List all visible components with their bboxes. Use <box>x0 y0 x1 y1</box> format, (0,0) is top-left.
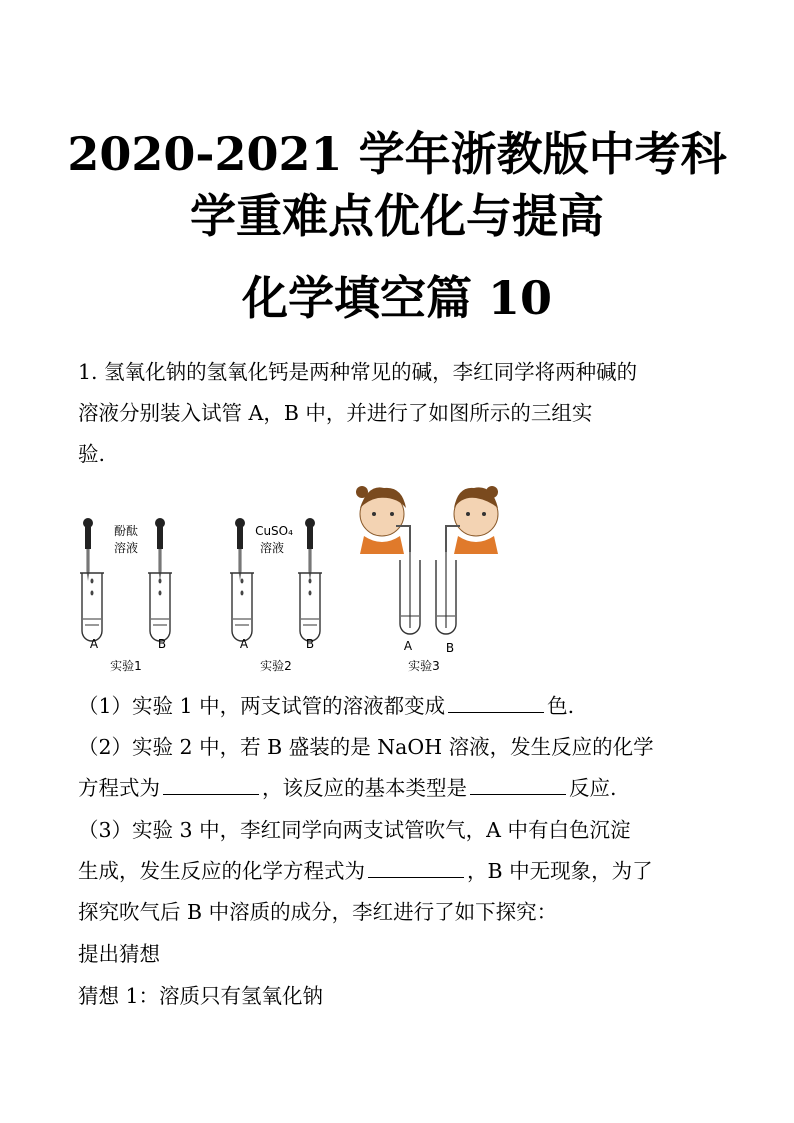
experiment-2 <box>230 518 322 673</box>
test-tube-icon <box>298 573 322 641</box>
exp2-reagent-line1: CuSO₄ <box>255 524 293 538</box>
girl-blowing-icon <box>446 486 498 554</box>
title-line-1: 2020-2021 学年浙教版中考科 <box>67 127 727 181</box>
exp3-caption: 实验3 <box>408 659 440 673</box>
dropper-icon <box>235 518 245 581</box>
title-line-3: 化学填空篇 10 <box>241 271 553 325</box>
item-3-line-1: （3）实验 3 中，李红同学向两支试管吹气，A 中有白色沉淀 <box>78 818 631 842</box>
hypothesis-heading: 提出猜想 <box>78 942 160 966</box>
experiment-figure <box>78 478 518 678</box>
experiment-3 <box>356 486 498 673</box>
item-3-text-a: 生成，发生反应的化学方程式为 <box>78 859 365 883</box>
answer-blank[interactable] <box>470 772 566 795</box>
dropper-icon <box>155 518 165 581</box>
answer-blank[interactable] <box>368 855 464 878</box>
exp1-tube-b-label: B <box>157 637 167 651</box>
item-1 <box>78 686 574 726</box>
item-3-line-3: 探究吹气后 B 中溶质的成分，李红进行了如下探究： <box>78 900 558 924</box>
exp2-reagent-line2: 溶液 <box>259 541 285 555</box>
exp1-caption: 实验1 <box>110 659 142 673</box>
question-intro-line-2: 溶液分别装入试管 A，B 中，并进行了如图所示的三组实 <box>78 401 593 425</box>
question-intro-line-3: 验. <box>78 442 106 466</box>
hypothesis-1: 猜想 1：溶质只有氢氧化钠 <box>78 984 324 1008</box>
item-2-text-c: 反应. <box>569 776 617 800</box>
exp1-tube-a-label: A <box>89 637 99 651</box>
experiment-1 <box>80 518 172 673</box>
answer-blank[interactable] <box>448 690 544 713</box>
item-2-line-1: （2）实验 2 中，若 B 盛装的是 NaOH 溶液，发生反应的化学 <box>78 735 654 759</box>
item-3-text-b: ，B 中无现象，为了 <box>467 859 653 883</box>
dropper-icon <box>83 518 93 581</box>
exp3-tube-a-label: A <box>403 639 413 653</box>
exp2-caption: 实验2 <box>260 659 292 673</box>
item-1-text-before: （1）实验 1 中，两支试管的溶液都变成 <box>78 694 446 718</box>
item-2-text-a: 方程式为 <box>78 776 160 800</box>
test-tube-icon <box>436 552 456 634</box>
title-line-2: 学重难点优化与提高 <box>190 189 604 243</box>
question-intro-line-1: 1. 氢氧化钠的氢氧化钙是两种常见的碱，李红同学将两种碱的 <box>78 360 638 384</box>
test-tube-icon <box>400 552 420 634</box>
item-2-line-2 <box>78 768 617 808</box>
test-tube-icon <box>230 573 254 641</box>
answer-blank[interactable] <box>163 772 259 795</box>
item-3-line-2 <box>78 851 653 891</box>
exp1-reagent-line1: 酚酞 <box>113 524 139 538</box>
dropper-icon <box>305 518 315 581</box>
exp2-tube-b-label: B <box>305 637 315 651</box>
exp2-tube-a-label: A <box>239 637 249 651</box>
test-tube-icon <box>148 573 172 641</box>
test-tube-icon <box>80 573 104 641</box>
girl-blowing-icon <box>356 486 410 554</box>
exp1-reagent-line2: 溶液 <box>113 541 139 555</box>
exp3-tube-b-label: B <box>445 641 455 655</box>
item-2-text-b: ，该反应的基本类型是 <box>262 776 467 800</box>
item-1-text-after: 色. <box>547 694 575 718</box>
